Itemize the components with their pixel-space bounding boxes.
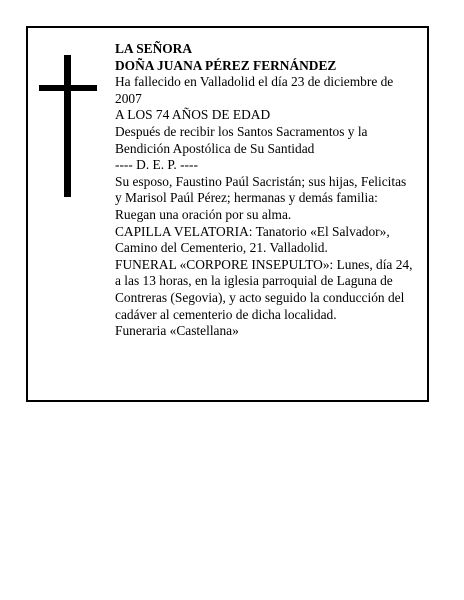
cross-horizontal-bar (39, 85, 97, 91)
latin-cross-icon (39, 55, 97, 197)
sacraments-statement: Después de recibir los Santos Sacramentos y la Bendición Apostólica de Su Santidad (115, 123, 368, 156)
funeral-home: Funeraria «Castellana» (115, 323, 239, 339)
obituary-text (115, 41, 415, 340)
death-statement: Ha fallecido en Valladolid el día 23 de diciembre de 2007 (115, 74, 394, 106)
cross-vertical-bar (64, 55, 71, 197)
chapel-statement: CAPILLA VELATORIA: Tanatorio «El Salvador», Camino del Cementerio, 21. Valladolid. (115, 223, 390, 256)
heading-title: LA SEÑORA (115, 41, 193, 56)
family-statement: Su esposo, Faustino Paúl Sacristán; sus hijas, Felicitas y Marisol Paúl Pérez; hermanas y demás familia: Ruegan una oración por su alma. (115, 173, 407, 222)
age-statement: A LOS 74 AÑOS DE EDAD (115, 107, 271, 123)
deceased-name: DOÑA JUANA PÉREZ FERNÁNDEZ (115, 57, 337, 73)
rip-line: ---- D. E. P. ---- (115, 157, 198, 173)
funeral-statement: FUNERAL «CORPORE INSEPULTO»: Lunes, día 24, a las 13 horas, en la iglesia parroquial de Laguna de Contreras (Segovia), y acto seguido la conducción del cadáver al cementerio de dicha localidad. (115, 256, 413, 322)
obituary-notice (26, 26, 429, 402)
